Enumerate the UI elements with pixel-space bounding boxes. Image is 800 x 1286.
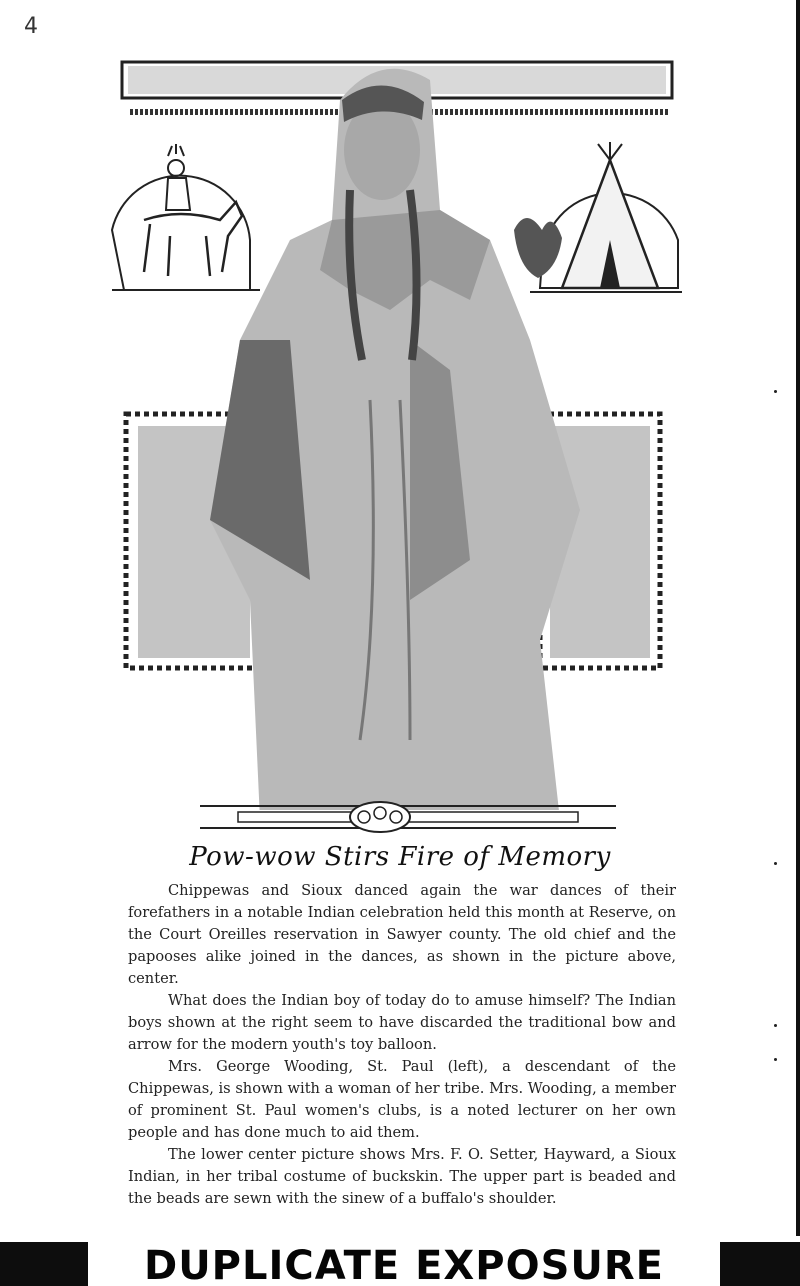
center-portrait-photo bbox=[210, 69, 580, 810]
tepee-icon bbox=[514, 142, 682, 292]
article-paragraph: What does the Indian boy of today do to amuse himself? The Indian boys shown at the right seem to have discarded the traditional bow and arrow for the modern youth's toy balloon. bbox=[128, 992, 676, 1053]
duplicate-exposure-stamp: DUPLICATE EXPOSURE bbox=[88, 1237, 720, 1286]
scan-speck bbox=[774, 1058, 777, 1061]
photo-collage bbox=[110, 40, 690, 810]
photo-collage-graphic bbox=[110, 40, 690, 810]
article-paragraph: Mrs. George Wooding, St. Paul (left), a descendant of the Chippewas, is shown with a woman of her tribe. Mrs. Wooding, a member of prominent St. Paul women's clubs, is a noted lecturer on her own people and has done much to aid them. bbox=[128, 1058, 676, 1141]
scan-speck bbox=[774, 390, 777, 393]
scan-speck bbox=[774, 1024, 777, 1027]
article-paragraph: Chippewas and Sioux danced again the war dances of their forefathers in a notable Indian celebration held this month at Reserve, on the Court Oreilles reservation in Sawyer county. The old chief and the papooses alike joined in the dances, as shown in the picture above, center. bbox=[128, 882, 676, 987]
newspaper-clipping bbox=[110, 40, 690, 1207]
article-headline: Pow-wow Stirs Fire of Memory bbox=[189, 842, 611, 872]
horse-rider-icon bbox=[112, 144, 260, 290]
scan-speck bbox=[774, 862, 777, 865]
scan-edge bbox=[796, 0, 800, 1286]
page-number: 4 bbox=[24, 14, 38, 39]
article-body bbox=[128, 880, 676, 1210]
ornament-divider-icon bbox=[198, 800, 618, 840]
article-paragraph: The lower center picture shows Mrs. F. O. Setter, Hayward, a Sioux Indian, in her tribal costume of buckskin. The upper part is beaded and the beads are sewn with the sinew of a buffalo's shoulder. bbox=[128, 1146, 676, 1207]
footer-banner bbox=[0, 1236, 800, 1286]
